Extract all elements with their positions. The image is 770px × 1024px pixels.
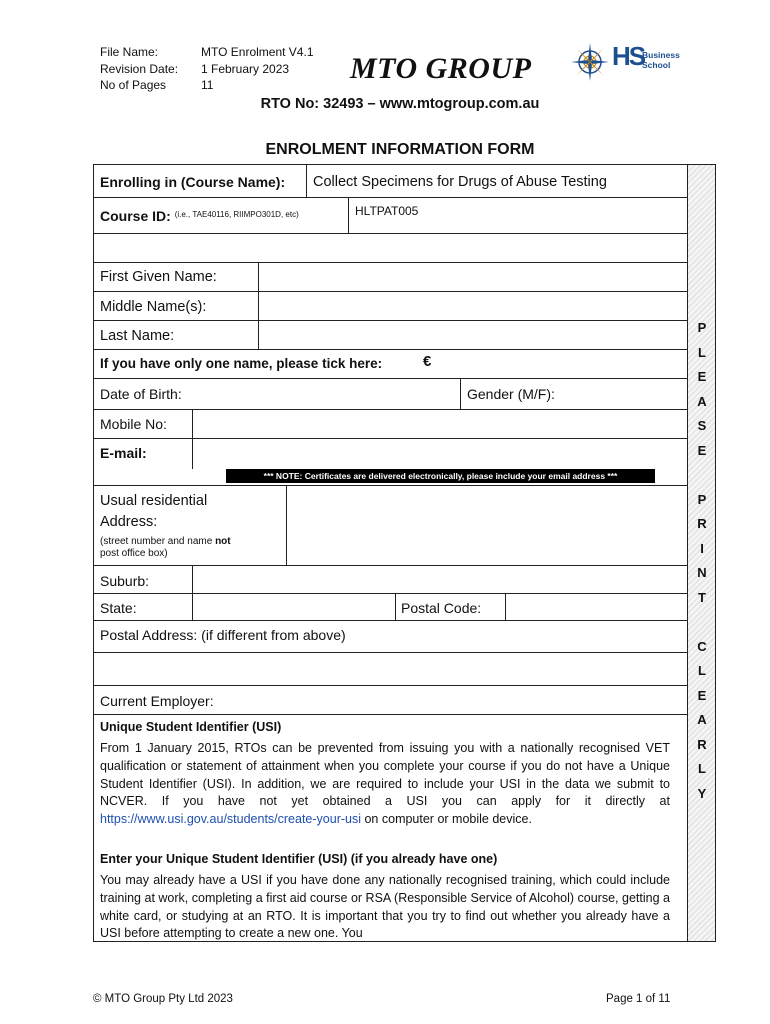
course-id-label-text: Course ID: [100,208,171,224]
course-id-field[interactable]: HLTPAT005 [355,204,419,218]
address-hint-text: (street number and name [100,536,216,547]
row-divider [93,593,688,594]
usi-link[interactable]: https://www.usi.gov.au/students/create-your-usi [100,812,361,827]
side-letter: L [698,761,706,776]
meta-row-file-name [100,44,314,61]
compass-logo-icon [570,42,610,82]
postal-code-label: Postal Code: [401,600,482,616]
usi-paragraph-end: on computer or mobile device. [364,812,532,827]
side-letter: E [697,687,707,703]
form-title: ENROLMENT INFORMATION FORM [265,141,535,158]
side-letter: Y [697,785,707,801]
first-name-label: First Given Name: [100,269,217,285]
col-divider [306,164,307,197]
usi-heading: Unique Student Identifier (USI) [100,720,282,734]
side-letter: S [697,418,707,433]
row-divider [93,714,688,715]
suburb-label: Suburb: [100,573,150,589]
col-divider [348,197,349,233]
address-hint-line2: post office box) [100,548,168,559]
side-spacer [688,610,716,635]
postal-address-label: Postal Address: (if different from above) [100,627,346,643]
meta-key: No of Pages [100,78,167,92]
one-name-checkbox[interactable]: € [423,353,432,370]
state-label: State: [100,600,137,616]
row-divider [93,438,688,439]
row-divider [93,409,688,410]
rto-line: RTO No: 32493 – www.mtogroup.com.au [260,96,540,112]
side-letter: A [697,712,707,727]
col-divider [192,565,193,620]
hs-logo-text [642,50,680,70]
row-divider [93,485,688,486]
footer-copyright: © MTO Group Pty Ltd 2023 [93,993,233,1005]
address-label-line1: Usual residential [100,493,208,509]
course-id-label [100,208,299,224]
course-id-hint: (i.e., TAE40116, RIIMPO301D, etc) [174,210,299,219]
mobile-label: Mobile No: [100,416,167,432]
email-note: *** NOTE: Certificates are delivered electronically, please include your email address *** [226,469,655,483]
side-letter: A [697,393,707,409]
meta-value: 1 February 2023 [201,61,290,76]
address-hint-line1 [100,536,231,547]
meta-row-revision-date [100,61,314,78]
usi-paragraph-text: From 1 January 2015, RTOs can be prevented from issuing you with a nationally recognised VET qualification or statement of attainment when you complete your course if you do not have a Unique Student Identifier (USI). In addition, we are required to include your USI in the data we submit to NCVER. If you have not yet obtained a USI you can apply for it directly at [100,741,670,809]
side-letter: T [698,589,706,605]
row-divider [93,233,688,234]
col-divider [505,593,506,620]
hs-logo-initials: HS [612,41,645,71]
side-letter: L [698,663,706,678]
row-divider [93,685,688,686]
row-divider [93,378,688,379]
usi-paragraph [100,740,670,829]
side-letter: P [697,320,707,335]
hs-logo-line: Business [642,50,680,60]
col-divider [258,262,259,349]
row-divider [93,565,688,566]
col-divider [286,485,287,565]
row-divider [93,320,688,321]
row-divider [93,197,688,198]
employer-label: Current Employer: [100,693,214,709]
row-divider [93,262,688,263]
document-meta [100,44,314,94]
side-letter: N [697,565,707,580]
side-letter: R [697,516,707,531]
side-print-clearly [688,316,716,806]
address-hint-not: not [215,536,231,547]
mto-group-logo: MTO GROUP [350,52,532,85]
email-label: E-mail: [100,445,147,461]
row-divider [93,349,688,350]
col-divider [460,378,461,409]
side-letter: E [697,442,707,458]
col-divider [192,438,193,469]
meta-key: Revision Date: [100,61,179,76]
col-divider [395,593,396,620]
side-letter: P [697,491,707,507]
side-letter: I [700,540,704,556]
last-name-label: Last Name: [100,328,175,344]
one-name-label: If you have only one name, please tick here: [100,356,383,371]
side-letter: R [697,736,707,752]
usi-enter-heading: Enter your Unique Student Identifier (USI) (if you already have one) [100,852,498,866]
middle-name-label: Middle Name(s): [100,299,207,315]
row-divider [93,652,688,653]
meta-row-pages [100,77,314,94]
meta-key: File Name: [100,45,159,59]
side-letter: L [698,344,706,360]
gender-label: Gender (M/F): [467,386,555,402]
meta-value: MTO Enrolment V4.1 [201,45,314,59]
side-spacer [688,463,716,488]
row-divider [93,291,688,292]
footer-page-number: Page 1 of 11 [606,993,671,1005]
usi-paragraph-2: You may already have a USI if you have done any nationally recognised training, which could include training at work, completing a first aid course or RSA (Responsible Service of Alcohol) course, getting a white card, or studying at an RTO. It is important that you try to find out whether you already have a USI before attempting to create a new one. You [100,873,670,940]
enrolling-label: Enrolling in (Course Name): [100,174,286,190]
address-label-line2: Address: [100,514,158,530]
row-divider [93,620,688,621]
side-letter: C [697,638,707,654]
hs-logo-line: School [642,60,671,70]
col-divider [192,409,193,438]
meta-value: 11 [201,78,214,92]
course-name-field[interactable]: Collect Specimens for Drugs of Abuse Testing [313,174,607,190]
dob-label: Date of Birth: [100,386,182,402]
side-letter: E [697,369,707,384]
